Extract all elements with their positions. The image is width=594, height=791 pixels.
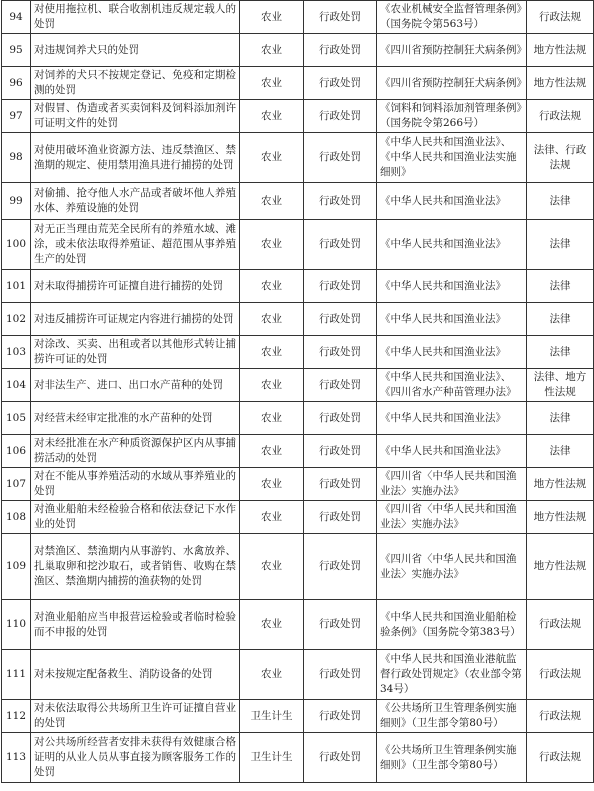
row-number: 97 [2,100,31,133]
law-category: 法律 [527,183,594,220]
legal-basis: 《中华人民共和国渔业港航监督行政处罚规定》（农业部令第34号） [377,650,527,700]
table-row [2,435,594,468]
legal-basis: 《农业机械安全监督管理条例》（国务院令第563号） [377,1,527,34]
power-type: 行政处罚 [304,270,377,303]
penalty-item: 对非法生产、进口、出口水产苗种的处罚 [31,369,240,402]
penalty-item: 对禁渔区、禁渔期内从事游钓、水禽放养、扎巢取卵和挖沙取石，或者销售、收购在禁渔区、禁渔期内捕捞的渔获物的处罚 [31,534,240,600]
penalty-item: 对无正当理由荒芜全民所有的养殖水域、滩涂，或未依法取得养殖证、超范围从事养殖生产的处罚 [31,220,240,270]
department: 农业 [240,336,304,369]
department: 农业 [240,67,304,100]
penalty-item: 对违反捕捞许可证规定内容进行捕捞的处罚 [31,303,240,336]
penalty-item: 对使用拖拉机、联合收割机违反规定载人的处罚 [31,1,240,34]
department: 农业 [240,183,304,220]
legal-basis: 《四川省预防控制狂犬病条例》 [377,34,527,67]
law-category: 行政法规 [527,1,594,34]
department: 农业 [240,133,304,183]
law-category: 法律 [527,270,594,303]
law-category: 行政法规 [527,733,594,783]
table-row [2,336,594,369]
power-type: 行政处罚 [304,402,377,435]
legal-basis: 《饲料和饲料添加剂管理条例》（国务院令第266号） [377,100,527,133]
department: 农业 [240,435,304,468]
law-category: 行政法规 [527,100,594,133]
legal-basis: 《中华人民共和国渔业法》 [377,435,527,468]
penalty-item: 对假冒、伪造或者买卖饲料及饲料添加剂许可证明文件的处罚 [31,100,240,133]
power-type: 行政处罚 [304,700,377,733]
department: 农业 [240,534,304,600]
power-type: 行政处罚 [304,100,377,133]
table-row [2,183,594,220]
power-type: 行政处罚 [304,133,377,183]
table-row [2,468,594,501]
power-type: 行政处罚 [304,67,377,100]
law-category: 法律、地方性法规 [527,369,594,402]
legal-basis: 《四川省〈中华人民共和国渔业法〉实施办法》 [377,501,527,534]
department: 卫生计生 [240,700,304,733]
row-number: 110 [2,600,31,650]
row-number: 113 [2,733,31,783]
table-row [2,133,594,183]
table-row [2,733,594,783]
law-category: 法律 [527,336,594,369]
table-row [2,220,594,270]
table-row [2,369,594,402]
row-number: 100 [2,220,31,270]
legal-basis: 《四川省预防控制狂犬病条例》 [377,67,527,100]
table-row [2,1,594,34]
table-row [2,600,594,650]
legal-basis: 《中华人民共和国渔业法》 [377,402,527,435]
legal-basis: 《中华人民共和国渔业法》 [377,270,527,303]
power-type: 行政处罚 [304,220,377,270]
law-category: 地方性法规 [527,34,594,67]
legal-basis: 《四川省〈中华人民共和国渔业法〉实施办法》 [377,534,527,600]
table-row [2,67,594,100]
row-number: 95 [2,34,31,67]
penalty-item: 对在不能从事养殖活动的水域从事养殖业的处罚 [31,468,240,501]
power-type: 行政处罚 [304,183,377,220]
row-number: 101 [2,270,31,303]
table-row [2,100,594,133]
row-number: 111 [2,650,31,700]
department: 农业 [240,100,304,133]
power-type: 行政处罚 [304,733,377,783]
penalty-item: 对公共场所经营者安排未获得有效健康合格证明的从业人员从事直接为顾客服务工作的处罚 [31,733,240,783]
penalty-item: 对违规饲养犬只的处罚 [31,34,240,67]
department: 农业 [240,600,304,650]
law-category: 地方性法规 [527,67,594,100]
penalty-item: 对经营未经审定批准的水产苗种的处罚 [31,402,240,435]
law-category: 法律、行政法规 [527,133,594,183]
department: 农业 [240,369,304,402]
legal-basis: 《四川省〈中华人民共和国渔业法〉实施办法》 [377,468,527,501]
law-category: 法律 [527,402,594,435]
row-number: 112 [2,700,31,733]
table-row [2,534,594,600]
table-row [2,402,594,435]
row-number: 107 [2,468,31,501]
department: 农业 [240,1,304,34]
department: 农业 [240,220,304,270]
legal-basis: 《公共场所卫生管理条例实施细则》（卫生部令第80号） [377,700,527,733]
row-number: 108 [2,501,31,534]
department: 农业 [240,34,304,67]
power-type: 行政处罚 [304,600,377,650]
row-number: 99 [2,183,31,220]
legal-basis: 《中华人民共和国渔业法》、《四川省水产种苗管理办法》 [377,369,527,402]
legal-basis: 《中华人民共和国渔业船舶检验条例》（国务院令第383号） [377,600,527,650]
penalty-item: 对使用破坏渔业资源方法、违反禁渔区、禁渔期的规定、使用禁用渔具进行捕捞的处罚 [31,133,240,183]
law-category: 行政法规 [527,700,594,733]
law-category: 行政法规 [527,600,594,650]
penalty-item: 对渔业船舶未经检验合格和依法登记下水作业的处罚 [31,501,240,534]
table-row [2,501,594,534]
regulation-table [1,0,594,783]
department: 农业 [240,402,304,435]
legal-basis: 《中华人民共和国渔业法》 [377,336,527,369]
law-category: 法律 [527,435,594,468]
law-category: 行政法规 [527,650,594,700]
legal-basis: 《中华人民共和国渔业法》、《中华人民共和国渔业法实施细则》 [377,133,527,183]
department: 农业 [240,270,304,303]
row-number: 94 [2,1,31,34]
law-category: 地方性法规 [527,468,594,501]
power-type: 行政处罚 [304,303,377,336]
row-number: 103 [2,336,31,369]
table-row [2,650,594,700]
table-row [2,700,594,733]
power-type: 行政处罚 [304,534,377,600]
department: 农业 [240,303,304,336]
law-category: 地方性法规 [527,501,594,534]
department: 农业 [240,650,304,700]
table-row [2,270,594,303]
row-number: 109 [2,534,31,600]
power-type: 行政处罚 [304,468,377,501]
penalty-item: 对渔业船舶应当申报营运检验或者临时检验而不申报的处罚 [31,600,240,650]
legal-basis: 《中华人民共和国渔业法》 [377,220,527,270]
law-category: 法律 [527,220,594,270]
row-number: 104 [2,369,31,402]
department: 农业 [240,501,304,534]
legal-basis: 《中华人民共和国渔业法》 [377,303,527,336]
legal-basis: 《中华人民共和国渔业法》 [377,183,527,220]
row-number: 105 [2,402,31,435]
power-type: 行政处罚 [304,369,377,402]
table-row [2,303,594,336]
power-type: 行政处罚 [304,650,377,700]
row-number: 96 [2,67,31,100]
penalty-item: 对未按规定配备救生、消防设备的处罚 [31,650,240,700]
power-type: 行政处罚 [304,336,377,369]
penalty-item: 对未经批准在水产种质资源保护区内从事捕捞活动的处罚 [31,435,240,468]
law-category: 法律 [527,303,594,336]
department: 农业 [240,468,304,501]
penalty-item: 对涂改、买卖、出租或者以其他形式转让捕捞许可证的处罚 [31,336,240,369]
row-number: 102 [2,303,31,336]
power-type: 行政处罚 [304,1,377,34]
law-category: 地方性法规 [527,534,594,600]
legal-basis: 《公共场所卫生管理条例实施细则》（卫生部令第80号） [377,733,527,783]
table-row [2,34,594,67]
power-type: 行政处罚 [304,34,377,67]
penalty-item: 对未依法取得公共场所卫生许可证擅自营业的处罚 [31,700,240,733]
penalty-item: 对偷捕、抢夺他人水产品或者破坏他人养殖水体、养殖设施的处罚 [31,183,240,220]
row-number: 98 [2,133,31,183]
penalty-item: 对未取得捕捞许可证擅自进行捕捞的处罚 [31,270,240,303]
table-body [2,1,594,783]
row-number: 106 [2,435,31,468]
power-type: 行政处罚 [304,501,377,534]
department: 卫生计生 [240,733,304,783]
power-type: 行政处罚 [304,435,377,468]
penalty-item: 对饲养的犬只不按规定登记、免疫和定期检测的处罚 [31,67,240,100]
